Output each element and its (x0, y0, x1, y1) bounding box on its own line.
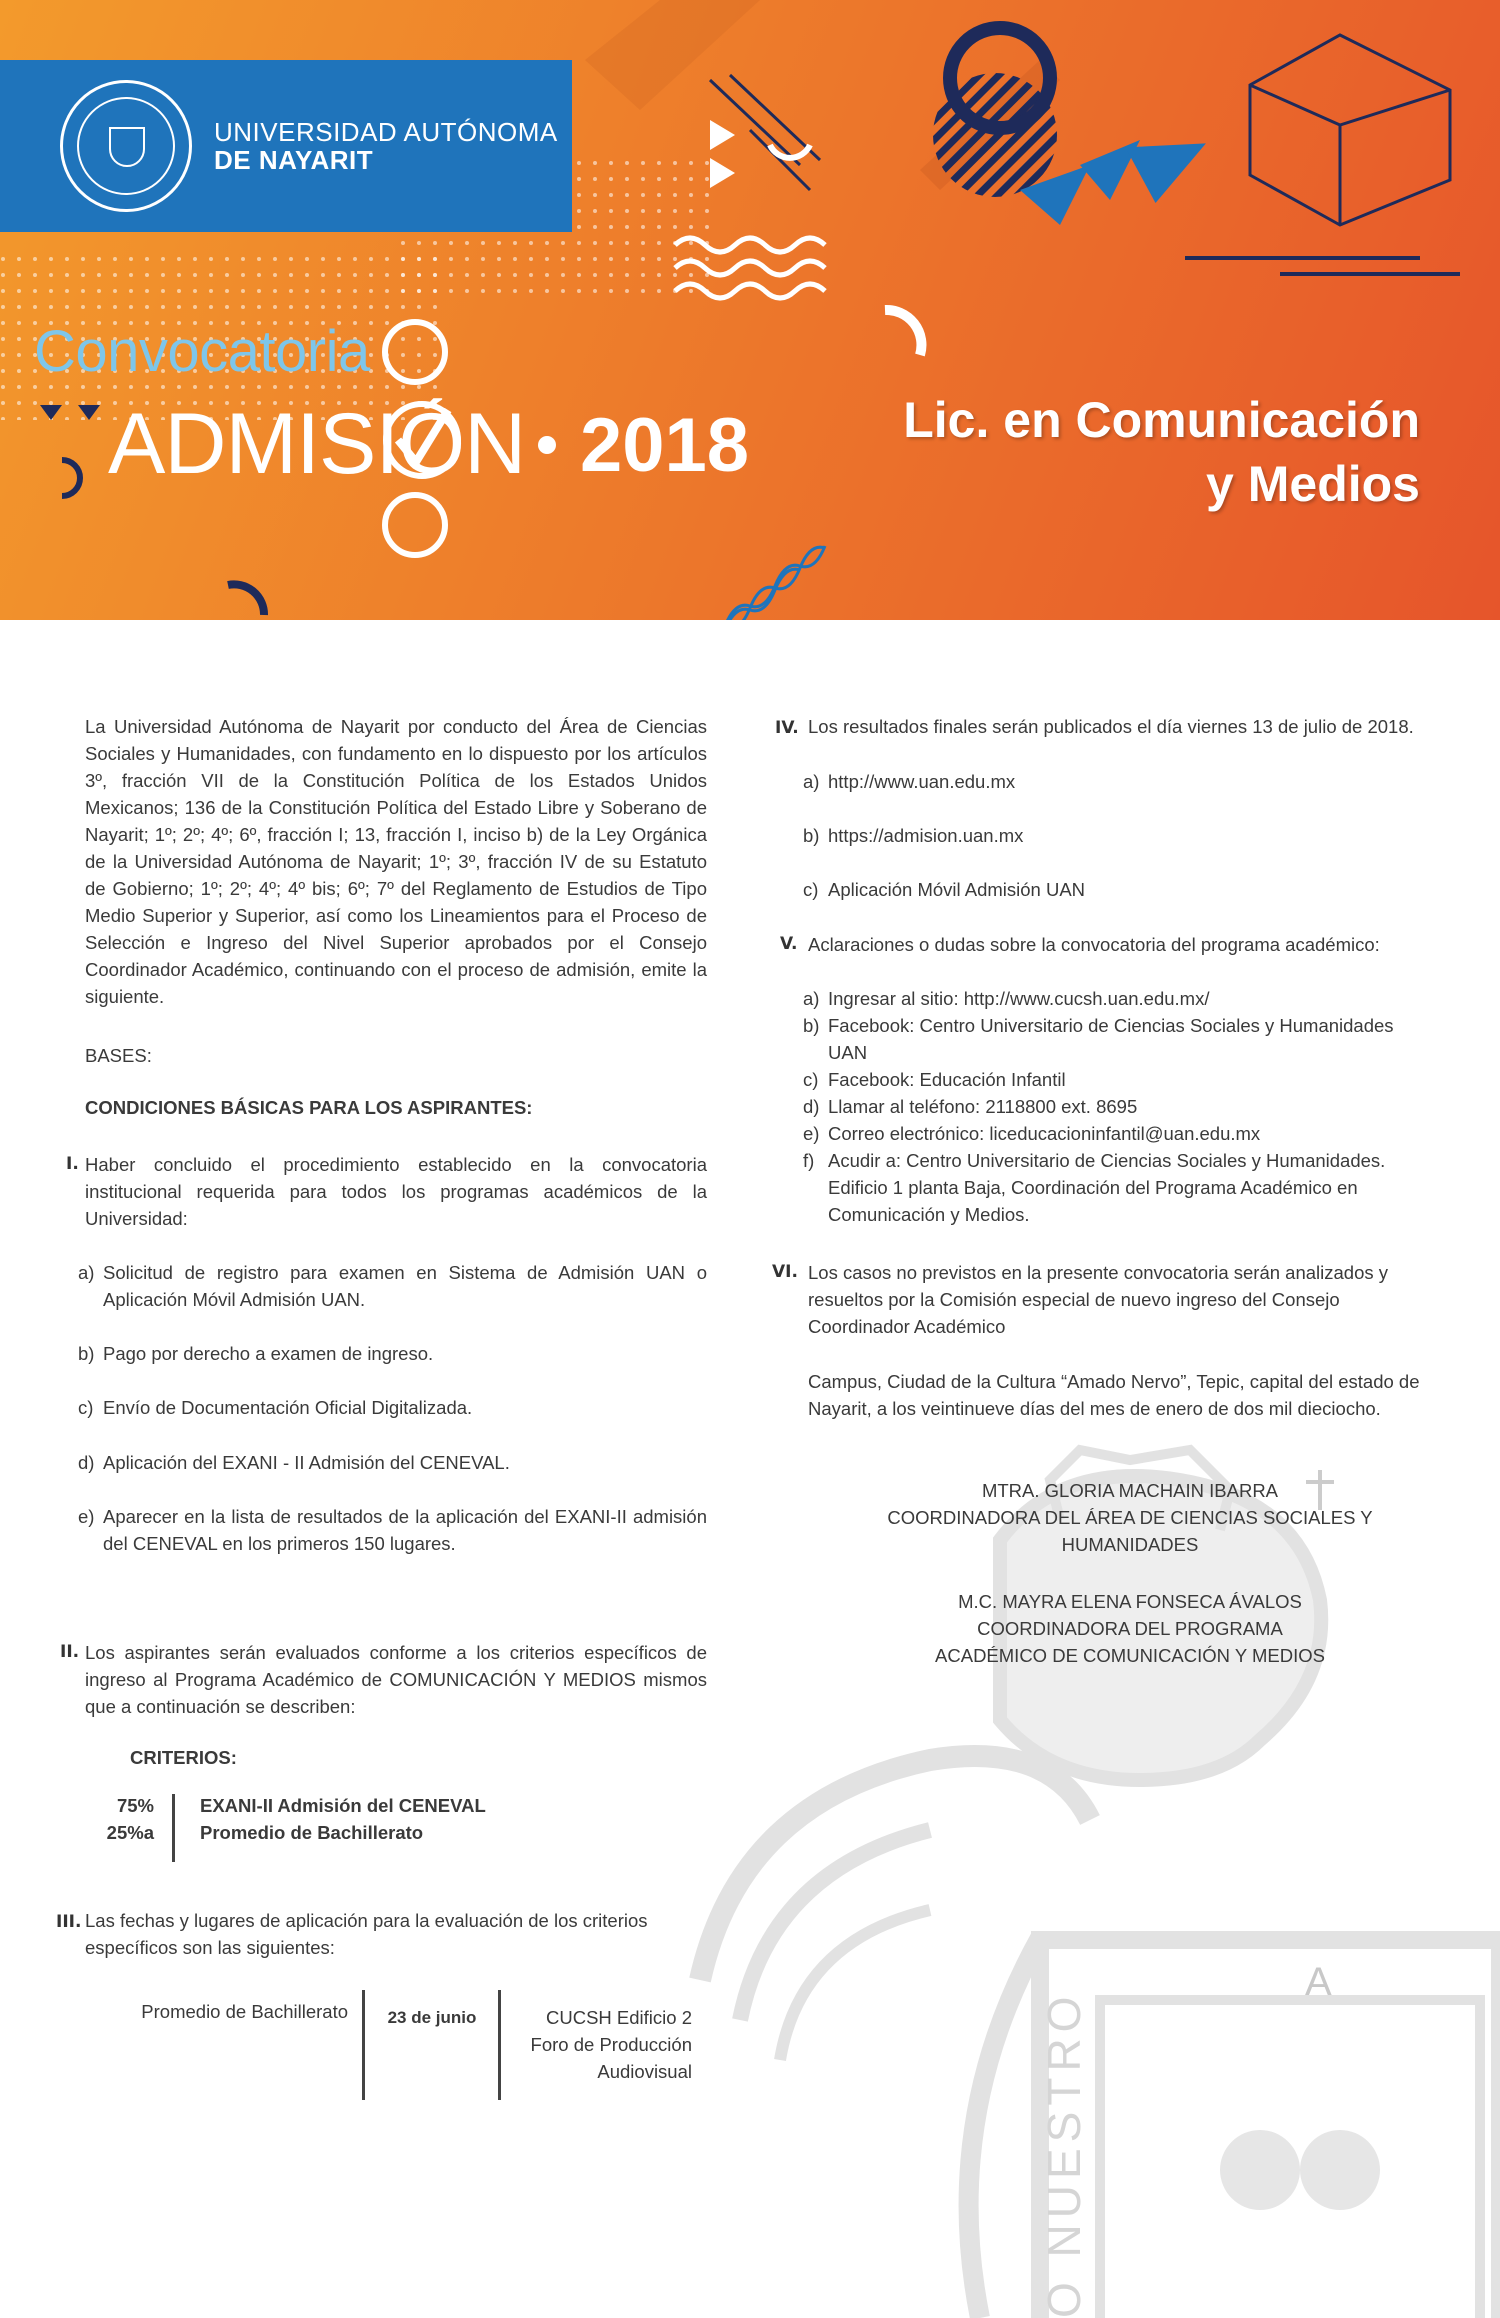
criterio-2-name: Promedio de Bachillerato (200, 1822, 424, 1843)
item-1-text: Haber concluido el procedimiento establecido en la convocatoria institucional requerida para todos los programas académicos de la Universidad: (85, 1154, 707, 1229)
criterio-2-percent: 25%a (106, 1822, 154, 1843)
item-2-number: II. (60, 1642, 80, 1662)
program-title-line2: y Medios (1206, 456, 1420, 512)
watermark-motto: O NUESTRO (1038, 1990, 1090, 2318)
item-3-text: Las fechas y lugares de aplicación para la evaluación de los criterios específicos son las siguientes: (85, 1910, 648, 1958)
item-5-sub-b: b) Facebook: Centro Universitario de Ciencias Sociales y Humanidades UAN (803, 1015, 1394, 1063)
item-3-number: III. (56, 1912, 82, 1932)
criterios-title: CRITERIOS: (130, 1747, 237, 1768)
item-1-sub-e: e) Aparecer en la lista de resultados de la aplicación del EXANI-II admisión del CENEVAL en los primeros 150 lugares. (78, 1506, 707, 1554)
item-4-text: Los resultados finales serán publicados el día viernes 13 de julio de 2018. (808, 716, 1414, 737)
signer-2 (850, 1588, 1410, 1669)
schedule-criterion: Promedio de Bachillerato (141, 2001, 348, 2022)
bases-label: BASES: (85, 1045, 152, 1066)
criterios-divider (172, 1794, 175, 1862)
item-4-sub-b: b) https://admision.uan.mx (803, 825, 1024, 846)
schedule-divider-2 (498, 1990, 501, 2100)
program-title-line1: Lic. en Comunicación (903, 392, 1420, 448)
signer-2-title: COORDINADORA DEL PROGRAMA ACADÉMICO DE COMUNICACIÓN Y MEDIOS (935, 1618, 1325, 1666)
intro-paragraph: La Universidad Autónoma de Nayarit por conducto del Área de Ciencias Sociales y Humanidades, con fundamento en lo dispuesto por los artículos 3º, fracción VII de la Constitución Política de los Estados Unidos Mexicanos; 136 de la Constitución Política del Estado Libre y Soberano de Nayarit; 1º; 2º; 4º; 6º, fracción I; 13, fracción I, inciso b) de la Ley Orgánica de la Universidad Autónoma de Nayarit; 1º; 3º, fracción IV de su Estatuto de Gobierno; 1º; 2º; 4º; 4º bis; 6º; 7º del Reglamento de Estudios de Tipo Medio Superior y Superior, así como los Lineamientos para el Proceso de Selección e Ingreso del Nivel Superior aprobados por el Consejo Coordinador Académico, continuando con el proceso de admisión, emite la siguiente. (85, 716, 707, 1007)
item-1-number: I. (66, 1154, 79, 1174)
signer-1-name: MTRA. GLORIA MACHAIN IBARRA (981, 1480, 1279, 1501)
item-5-sub-e: e) Correo electrónico: liceducacioninfantil@uan.edu.mx (803, 1123, 1261, 1144)
item-5-sub-f: f) Acudir a: Centro Universitario de Ciencias Sociales y Humanidades. Edificio 1 planta Baja, Coordinación del Programa Académico en Comunicación y Medios. (803, 1150, 1386, 1225)
item-4-sub-c: c) Aplicación Móvil Admisión UAN (803, 879, 1086, 900)
item-6-number: VI. (772, 1262, 798, 1282)
university-name-line2: DE NAYARIT (214, 145, 374, 175)
criterios-table (100, 1792, 520, 1864)
item-1-sub-c: c) Envío de Documentación Oficial Digitalizada. (78, 1397, 473, 1418)
schedule-place: CUCSH Edificio 2 Foro de Producción Audiovisual (530, 2007, 692, 2082)
schedule-date: 23 de junio (387, 2008, 477, 2027)
schedule-divider-1 (362, 1990, 365, 2100)
item-1-sub-a: a) Solicitud de registro para examen en Sistema de Admisión UAN o Aplicación Móvil Admisión UAN. (78, 1262, 707, 1310)
university-name-line1: UNIVERSIDAD AUTÓNOMA (214, 117, 558, 147)
item-4-number: IV. (775, 718, 799, 738)
closing-paragraph: Campus, Ciudad de la Cultura “Amado Nervo”, Tepic, capital del estado de Nayarit, a los veintinueve días del mes de enero de dos mil dieciocho. (808, 1371, 1420, 1419)
item-5-sub-c: c) Facebook: Educación Infantil (803, 1069, 1066, 1090)
item-6-text: Los casos no previstos en la presente convocatoria serán analizados y resueltos por la Comisión especial de nuevo ingreso del Consejo Coordinador Académico (808, 1262, 1389, 1337)
item-5-sub-d: d) Llamar al teléfono: 2118800 ext. 8695 (803, 1096, 1138, 1117)
item-4-sub-a: a) http://www.uan.edu.mx (803, 771, 1016, 792)
item-5-sub-a: a) Ingresar al sitio: http://www.cucsh.uan.edu.mx/ (803, 988, 1210, 1009)
year-title: 2018 (580, 403, 750, 488)
item-5-number: V. (780, 934, 798, 954)
admision-title: ADMISIÓN (108, 396, 526, 492)
watermark-letter: A (1305, 1960, 1332, 2004)
signer-2-name: M.C. MAYRA ELENA FONSECA ÁVALOS (958, 1591, 1302, 1612)
criterio-1-name: EXANI-II Admisión del CENEVAL (200, 1795, 486, 1816)
conditions-title: CONDICIONES BÁSICAS PARA LOS ASPIRANTES: (85, 1097, 533, 1118)
criterio-1-percent: 75% (116, 1795, 154, 1816)
convocatoria-label: Convocatoria (34, 319, 370, 384)
schedule-table (100, 1990, 700, 2100)
item-5-text: Aclaraciones o dudas sobre la convocatoria del programa académico: (808, 934, 1380, 955)
signer-1-title: COORDINADORA DEL ÁREA DE CIENCIAS SOCIALES Y HUMANIDADES (887, 1507, 1373, 1555)
item-2-text: Los aspirantes serán evaluados conforme a los criterios específicos de ingreso al Programa Académico de COMUNICACIÓN Y MEDIOS mismos que a continuación se describen: (85, 1642, 707, 1717)
item-1-sub-b: b) Pago por derecho a examen de ingreso. (78, 1343, 434, 1364)
signer-1 (850, 1477, 1410, 1558)
item-1-sub-d: d) Aplicación del EXANI - II Admisión del CENEVAL. (78, 1452, 510, 1473)
